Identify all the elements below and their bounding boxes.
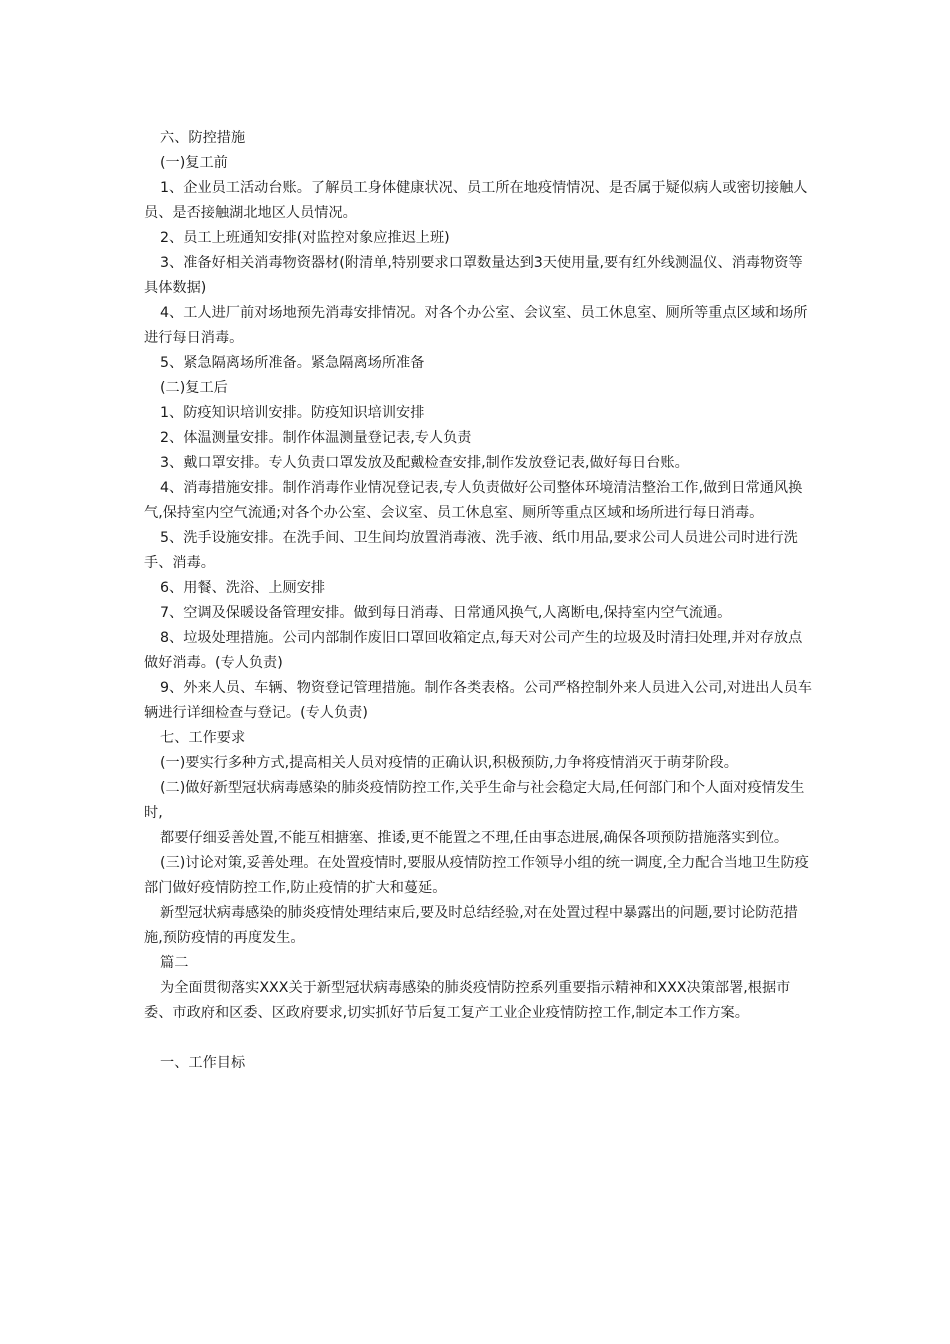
paragraph: 3、准备好相关消毒物资器材(附清单,特别要求口罩数量达到3天使用量,要有红外线测温仪、消毒物资等具体数据) bbox=[144, 255, 803, 296]
paragraph: 8、垃圾处理措施。公司内部制作废旧口罩回收箱定点,每天对公司产生的垃圾及时清扫处理,并对存放点做好消毒。(专人负责) bbox=[144, 630, 803, 671]
subsection-heading: (二)复工后 bbox=[160, 380, 228, 396]
section-heading: 七、工作要求 bbox=[160, 730, 246, 746]
paragraph: (三)讨论对策,妥善处理。在处置疫情时,要服从疫情防控工作领导小组的统一调度,全力配合当地卫生防疫部门做好疫情防控工作,防止疫情的扩大和蔓延。 bbox=[144, 855, 809, 896]
paragraph: 2、员工上班通知安排(对监控对象应推迟上班) bbox=[160, 230, 450, 246]
part-heading: 篇二 bbox=[160, 955, 189, 971]
paragraph: 4、工人进厂前对场地预先消毒安排情况。对各个办公室、会议室、员工休息室、厕所等重点区域和场所进行每日消毒。 bbox=[144, 305, 808, 346]
section-heading: 一、工作目标 bbox=[160, 1055, 246, 1071]
subsection-heading: (一)复工前 bbox=[160, 155, 228, 171]
paragraph: 1、防疫知识培训安排。防疫知识培训安排 bbox=[160, 405, 425, 421]
paragraph: 5、紧急隔离场所准备。紧急隔离场所准备 bbox=[160, 355, 425, 371]
paragraph: 6、用餐、洗浴、上厕安排 bbox=[160, 580, 326, 596]
paragraph: (二)做好新型冠状病毒感染的肺炎疫情防控工作,关乎生命与社会稳定大局,任何部门和个人面对疫情发生时, bbox=[144, 780, 805, 821]
paragraph: 都要仔细妥善处置,不能互相搪塞、推诿,更不能置之不理,任由事态进展,确保各项预防措施落实到位。 bbox=[160, 830, 789, 846]
paragraph: 2、体温测量安排。制作体温测量登记表,专人负责 bbox=[160, 430, 472, 446]
paragraph: 为全面贯彻落实XXX关于新型冠状病毒感染的肺炎疫情防控系列重要指示精神和XXX决策部署,根据市委、市政府和区委、区政府要求,切实抓好节后复工复产工业企业疫情防控工作,制定本工作方案。 bbox=[144, 980, 791, 1021]
paragraph: 1、企业员工活动台账。了解员工身体健康状况、员工所在地疫情情况、是否属于疑似病人或密切接触人员、是否接触湖北地区人员情况。 bbox=[144, 180, 808, 221]
paragraph: 7、空调及保暖设备管理安排。做到每日消毒、日常通风换气,人离断电,保持室内空气流通。 bbox=[160, 605, 732, 621]
paragraph: 3、戴口罩安排。专人负责口罩发放及配戴检查安排,制作发放登记表,做好每日台账。 bbox=[160, 455, 689, 471]
document-body bbox=[144, 126, 814, 1076]
paragraph: 9、外来人员、车辆、物资登记管理措施。制作各类表格。公司严格控制外来人员进入公司,对进出人员车辆进行详细检查与登记。(专人负责) bbox=[144, 680, 812, 721]
paragraph: 新型冠状病毒感染的肺炎疫情处理结束后,要及时总结经验,对在处置过程中暴露出的问题,要讨论防范措施,预防疫情的再度发生。 bbox=[144, 905, 798, 946]
paragraph: (一)要实行多种方式,提高相关人员对疫情的正确认识,积极预防,力争将疫情消灭于萌芽阶段。 bbox=[160, 755, 738, 771]
paragraph: 5、洗手设施安排。在洗手间、卫生间均放置消毒液、洗手液、纸巾用品,要求公司人员进公司时进行洗手、消毒。 bbox=[144, 530, 798, 571]
section-heading: 六、防控措施 bbox=[160, 130, 246, 146]
paragraph: 4、消毒措施安排。制作消毒作业情况登记表,专人负责做好公司整体环境清洁整治工作,做到日常通风换气,保持室内空气流通;对各个办公室、会议室、员工休息室、厕所等重点区域和场所进行每日消毒。 bbox=[144, 480, 803, 521]
